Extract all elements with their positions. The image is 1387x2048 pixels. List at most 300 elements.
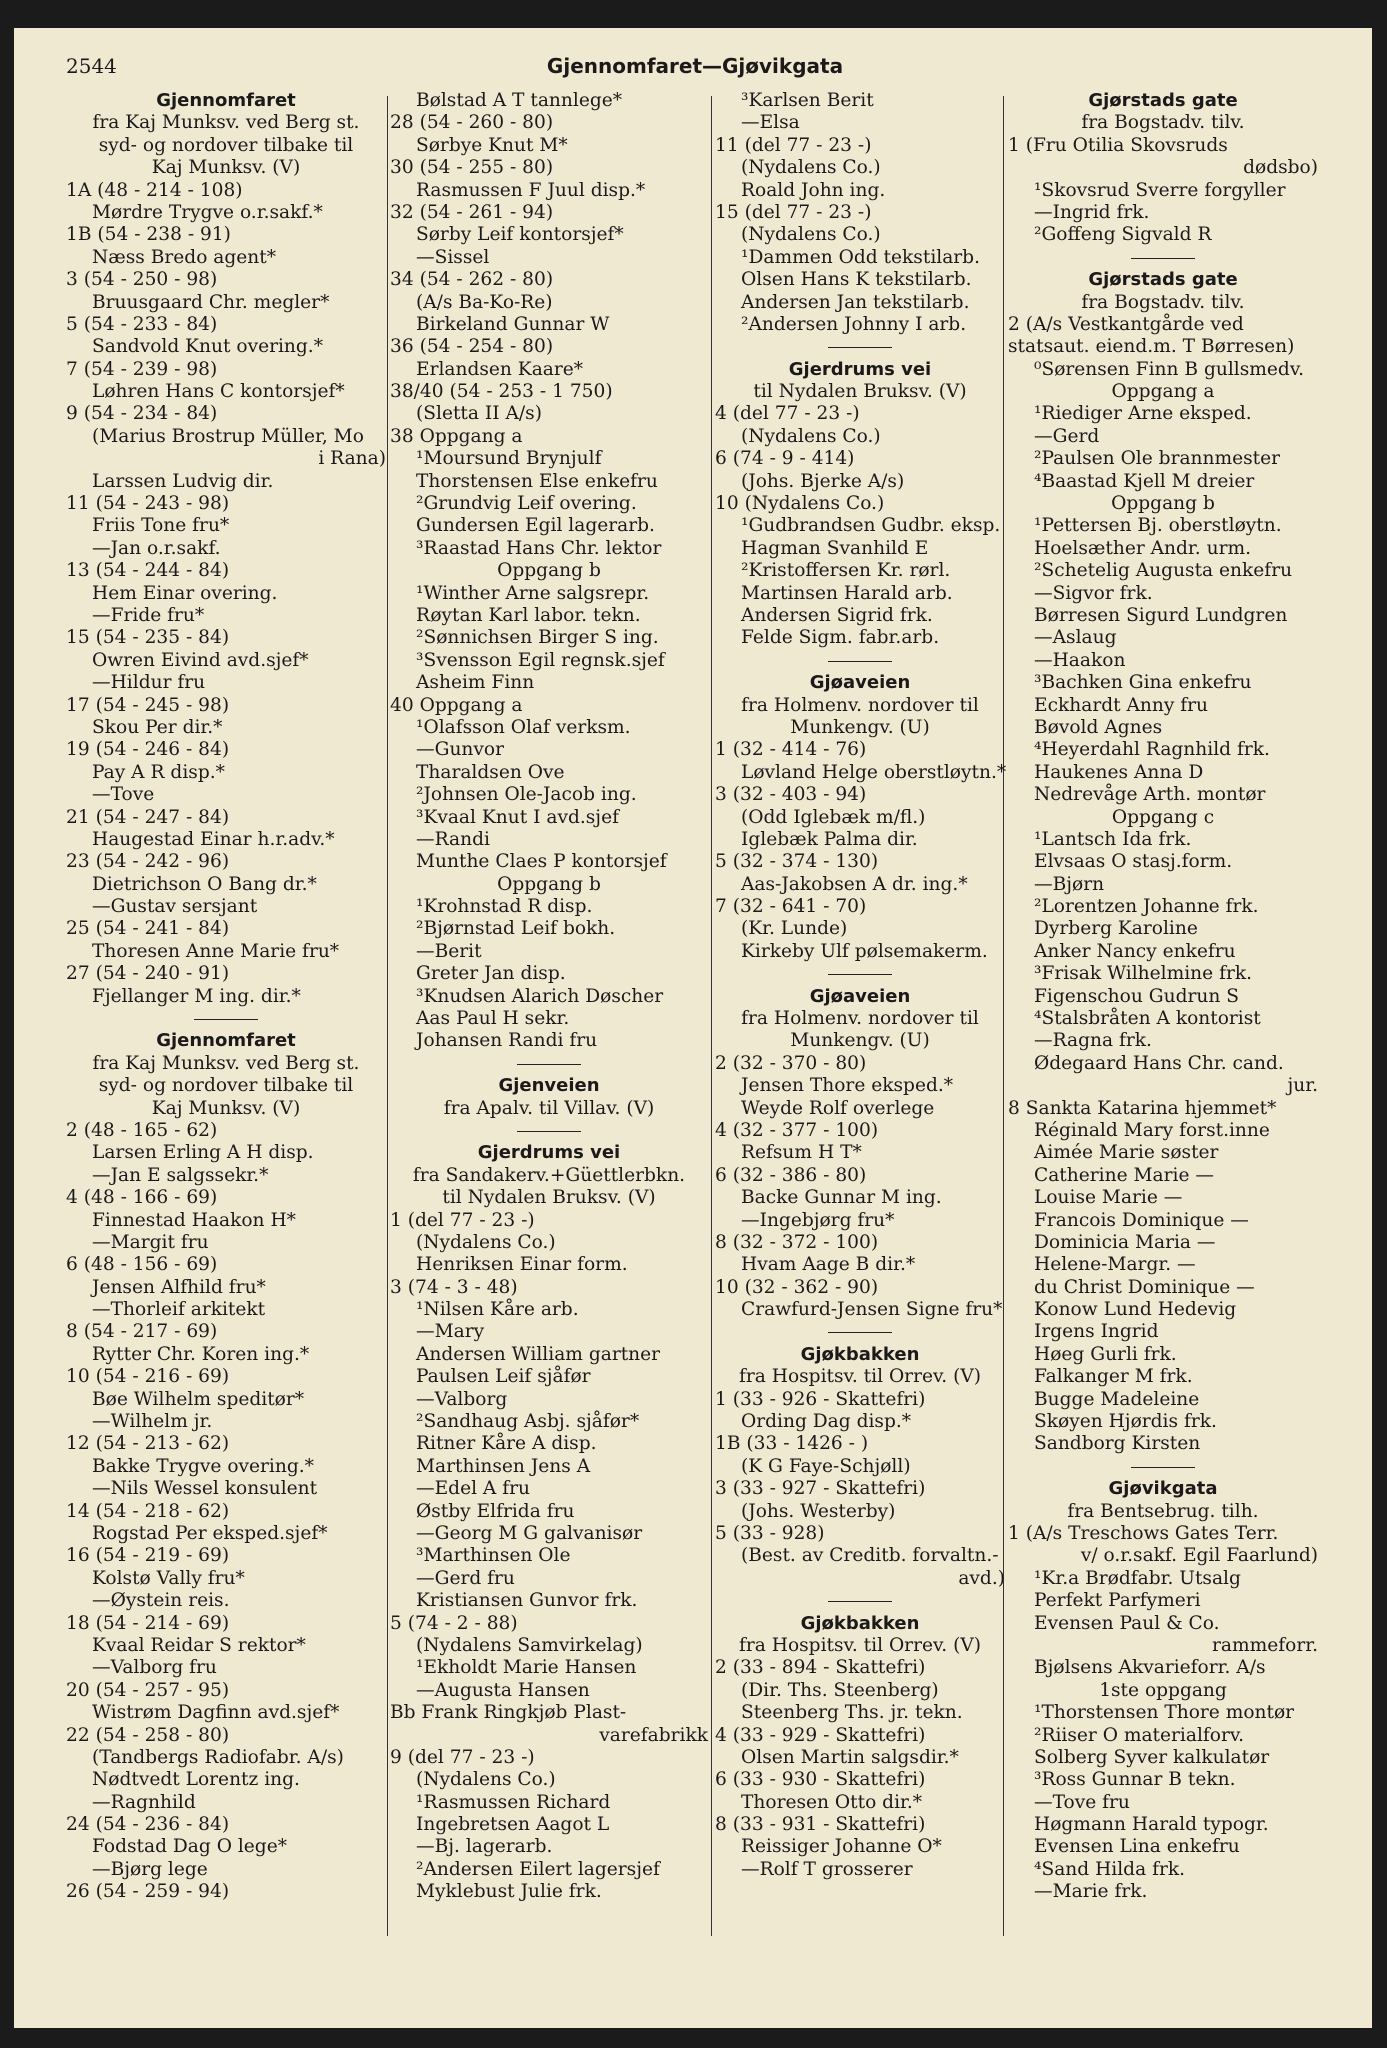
resident-entry: Réginald Mary forst.inne: [1034, 1119, 1270, 1141]
resident-entry: Thorstensen Else enkefru: [416, 470, 658, 492]
resident-entry: Erlandsen Kaare*: [416, 358, 584, 380]
address-entry: 28 (54 - 260 - 80): [390, 112, 554, 134]
resident-entry: —Jan o.r.sakf.: [92, 537, 221, 559]
resident-entry: Bøe Wilhelm speditør*: [92, 1388, 305, 1410]
address-entry: 19 (54 - 246 - 84): [66, 739, 230, 761]
resident-entry: —Jan E salgssekr.*: [92, 1164, 269, 1186]
resident-entry: Fjellanger M ing. dir.*: [92, 985, 301, 1007]
resident-entry: ²Schetelig Augusta enkefru: [1034, 560, 1293, 582]
resident-entry: Evensen Lina enkefru: [1034, 1836, 1240, 1858]
address-entry: 6 (33 - 930 - Skattefri): [715, 1769, 926, 1791]
address-entry: 21 (54 - 247 - 84): [66, 806, 230, 828]
address-entry: 18 (54 - 214 - 69): [66, 1612, 230, 1634]
resident-entry: (Nydalens Co.): [741, 157, 881, 179]
resident-entry: —Ingebjørg fru*: [741, 1209, 895, 1231]
address-entry: 8 (33 - 931 - Skattefri): [715, 1814, 926, 1836]
address-entry: 15 (54 - 235 - 84): [66, 627, 230, 649]
resident-entry: —Haakon: [1034, 649, 1126, 671]
street-description: Oppgang b: [497, 560, 601, 582]
resident-entry: Myklebust Julie frk.: [416, 1881, 602, 1903]
resident-entry: Rasmussen F Juul disp.*: [416, 179, 646, 201]
address-entry: 11 (del 77 - 23 -): [715, 134, 872, 156]
resident-entry: Birkeland Gunnar W: [416, 313, 610, 335]
address-entry: 9 (54 - 234 - 84): [66, 403, 218, 425]
resident-entry: —Sissel: [416, 246, 490, 268]
resident-entry: Dominicia Maria —: [1034, 1231, 1216, 1253]
resident-entry: ¹Dammen Odd tekstilarb.: [741, 246, 980, 268]
resident-entry: Solberg Syver kalkulatør: [1034, 1746, 1270, 1768]
address-entry: 38 Oppgang a: [390, 425, 523, 447]
address-entry: 6 (48 - 156 - 69): [66, 1254, 218, 1276]
resident-entry: —Thorleif arkitekt: [92, 1299, 266, 1321]
resident-entry: Skou Per dir.*: [92, 716, 223, 738]
resident-entry: Felde Sigm. fabr.arb.: [741, 627, 940, 649]
resident-entry: —Mary: [416, 1321, 485, 1343]
address-entry: 7 (54 - 239 - 98): [66, 358, 218, 380]
resident-entry: ²Grundvig Leif overing.: [416, 493, 637, 515]
street-description: 1ste oppgang: [1099, 1679, 1227, 1701]
resident-entry: Asheim Finn: [416, 672, 535, 694]
address-entry: statsaut. eiend.m. T Børresen): [1008, 336, 1295, 358]
resident-entry: ¹Pettersen Bj. oberstløytn.: [1034, 515, 1282, 537]
section-separator: [1008, 247, 1318, 269]
street-heading: Gjennomfaret: [156, 90, 296, 111]
section-separator: [715, 336, 1005, 358]
resident-entry: ¹Skovsrud Sverre forgyller: [1034, 179, 1286, 201]
resident-entry: —Augusta Hansen: [416, 1679, 590, 1701]
resident-entry: Skøyen Hjørdis frk.: [1034, 1411, 1217, 1433]
resident-entry: ⁴Stalsbråten A kontorist: [1034, 1008, 1261, 1030]
resident-entry: Roald John ing.: [741, 179, 886, 201]
address-entry: 30 (54 - 255 - 80): [390, 157, 554, 179]
address-entry: 20 (54 - 257 - 95): [66, 1679, 230, 1701]
resident-entry: —Ingrid frk.: [1034, 201, 1150, 223]
street-description: fra Bogstadv. tilv.: [1081, 291, 1245, 313]
resident-entry: ¹Gudbrandsen Gudbr. eksp.: [741, 515, 1001, 537]
resident-entry: —Fride fru*: [92, 604, 205, 626]
address-entry: 4 (32 - 377 - 100): [715, 1119, 879, 1141]
resident-entry: Jensen Alfhild fru*: [92, 1276, 266, 1298]
resident-entry: Weyde Rolf overlege: [741, 1097, 935, 1119]
resident-entry: —Tove fru: [1034, 1791, 1130, 1813]
address-entry: 10 (32 - 362 - 90): [715, 1276, 879, 1298]
resident-entry: Sørby Leif kontorsjef*: [416, 224, 624, 246]
resident-entry: —Edel A fru: [416, 1478, 531, 1500]
address-entry: Bb Frank Ringkjøb Plast-: [390, 1702, 627, 1724]
street-description: til Nydalen Bruksv. (V): [442, 1187, 656, 1209]
resident-entry: Ording Dag disp.*: [741, 1411, 912, 1433]
resident-entry: ¹Ekholdt Marie Hansen: [416, 1657, 637, 1679]
resident-entry: ²Lorentzen Johanne frk.: [1034, 896, 1259, 918]
resident-entry: Larsen Erling A H disp.: [92, 1142, 314, 1164]
resident-entry: —Aslaug: [1034, 627, 1117, 649]
resident-entry: Anker Nancy enkefru: [1034, 940, 1236, 962]
resident-entry: ³Knudsen Alarich Døscher: [416, 985, 664, 1007]
resident-entry: Francois Dominique —: [1034, 1209, 1249, 1231]
resident-entry: Nødtvedt Lorentz ing.: [92, 1769, 300, 1791]
resident-entry: ¹Moursund Brynjulf: [416, 448, 602, 470]
resident-entry: Aas-Jakobsen A dr. ing.*: [741, 873, 968, 895]
resident-entry: Hagman Svanhild E: [741, 537, 929, 559]
resident-entry: Paulsen Leif sjåfør: [416, 1366, 591, 1388]
resident-entry: ¹Olafsson Olaf verksm.: [416, 716, 631, 738]
column-divider: [711, 96, 712, 1936]
resident-entry: ³Bachken Gina enkefru: [1034, 672, 1252, 694]
resident-entry: —Tove: [92, 784, 155, 806]
section-separator: [390, 1053, 708, 1075]
resident-entry: ²Andersen Eilert lagersjef: [416, 1858, 660, 1880]
resident-entry: Sandborg Kirsten: [1034, 1433, 1201, 1455]
resident-entry: (Tandbergs Radiofabr. A/s): [92, 1746, 344, 1768]
address-entry: 38/40 (54 - 253 - 1 750): [390, 381, 613, 403]
street-description: fra Kaj Munksv. ved Berg st.: [92, 1052, 360, 1074]
entry-continuation: varefabrikk: [599, 1724, 708, 1746]
street-heading: Gjerdrums vei: [788, 358, 932, 380]
resident-entry: Gundersen Egil lagerarb.: [416, 515, 655, 537]
resident-entry: Wistrøm Dagfinn avd.sjef*: [92, 1702, 340, 1724]
resident-entry: Refsum H T*: [741, 1142, 862, 1164]
resident-entry: ²Riiser O materialforv.: [1034, 1724, 1245, 1746]
resident-entry: Rytter Chr. Koren ing.*: [92, 1343, 310, 1365]
address-entry: 8 (54 - 217 - 69): [66, 1321, 218, 1343]
address-entry: 8 (32 - 372 - 100): [715, 1231, 879, 1253]
address-entry: 12 (54 - 213 - 62): [66, 1433, 230, 1455]
resident-entry: (Nydalens Samvirkelag): [416, 1634, 643, 1656]
resident-entry: Finnestad Haakon H*: [92, 1209, 296, 1231]
resident-entry: ²Johnsen Ole-Jacob ing.: [416, 784, 637, 806]
address-entry: 3 (33 - 927 - Skattefri): [715, 1478, 926, 1500]
resident-entry: Sandvold Knut overing.*: [92, 336, 324, 358]
street-heading: Gjøaveien: [809, 672, 911, 694]
resident-entry: ²Sønnichsen Birger S ing.: [416, 627, 659, 649]
address-entry: 2 (33 - 894 - Skattefri): [715, 1657, 926, 1679]
section-separator: [66, 1008, 386, 1030]
address-entry: 1B (54 - 238 - 91): [66, 224, 231, 246]
resident-entry: Falkanger M frk.: [1034, 1366, 1193, 1388]
resident-entry: (Nydalens Co.): [416, 1769, 556, 1791]
resident-entry: Haugestad Einar h.r.adv.*: [92, 828, 335, 850]
resident-entry: Høgmann Harald typogr.: [1034, 1814, 1269, 1836]
resident-entry: ¹Nilsen Kåre arb.: [416, 1299, 579, 1321]
resident-entry: Iglebæk Palma dir.: [741, 828, 918, 850]
street-description: Oppgang b: [497, 873, 601, 895]
resident-entry: Dyrberg Karoline: [1034, 918, 1198, 940]
resident-entry: —Gerd fru: [416, 1567, 515, 1589]
resident-entry: Ødegaard Hans Chr. cand.: [1034, 1052, 1284, 1074]
street-description: fra Holmenv. nordover til: [741, 1008, 979, 1030]
street-description: fra Hospitsv. til Orrev. (V): [738, 1634, 982, 1656]
resident-entry: Eckhardt Anny fru: [1034, 694, 1209, 716]
address-entry: 36 (54 - 254 - 80): [390, 336, 554, 358]
resident-entry: Mørdre Trygve o.r.sakf.*: [92, 201, 323, 223]
address-entry: 1 (33 - 926 - Skattefri): [715, 1388, 926, 1410]
resident-entry: Irgens Ingrid: [1034, 1321, 1159, 1343]
resident-entry: Figenschou Gudrun S: [1034, 985, 1239, 1007]
resident-entry: ¹Rasmussen Richard: [416, 1791, 611, 1813]
street-description: til Nydalen Bruksv. (V): [753, 381, 967, 403]
resident-entry: (Nydalens Co.): [416, 1231, 556, 1253]
resident-entry: ³Svensson Egil regnsk.sjef: [416, 649, 665, 671]
resident-entry: —Bjørg lege: [92, 1858, 208, 1880]
address-entry: 9 (del 77 - 23 -): [390, 1746, 535, 1768]
resident-entry: —Nils Wessel konsulent: [92, 1478, 318, 1500]
resident-entry: Andersen Jan tekstilarb.: [741, 291, 970, 313]
resident-entry: Helene-Margr. —: [1034, 1254, 1196, 1276]
resident-entry: ³Raastad Hans Chr. lektor: [416, 537, 662, 559]
resident-entry: Elvsaas O stasj.form.: [1034, 851, 1233, 873]
resident-entry: (Best. av Creditb. forvaltn.-: [741, 1545, 999, 1567]
page-number: 2544: [66, 54, 117, 78]
address-entry: 2 (48 - 165 - 62): [66, 1119, 218, 1141]
resident-entry: Aas Paul H sekr.: [416, 1008, 570, 1030]
street-heading: Gjenveien: [498, 1075, 600, 1097]
resident-entry: Børresen Sigurd Lundgren: [1034, 604, 1288, 626]
column-divider: [387, 96, 388, 1936]
section-separator: [715, 650, 1005, 672]
street-description: Oppgang a: [1111, 381, 1215, 403]
street-heading: Gjøkbakken: [800, 1343, 920, 1365]
resident-entry: Løhren Hans C kontorsjef*: [92, 381, 345, 403]
street-description: fra Bogstadv. tilv.: [1081, 112, 1245, 134]
resident-entry: Kvaal Reidar S rektor*: [92, 1634, 306, 1656]
street-description: syd- og nordover tilbake til: [98, 1075, 354, 1097]
resident-entry: Østby Elfrida fru: [416, 1500, 575, 1522]
street-heading: Gjørstads gate: [1088, 269, 1238, 291]
address-entry: 10 (54 - 216 - 69): [66, 1366, 230, 1388]
resident-entry: Friis Tone fru*: [92, 515, 230, 537]
street-description: Kaj Munksv. (V): [151, 157, 301, 179]
resident-entry: —Sigvor frk.: [1034, 582, 1153, 604]
resident-entry: Thoresen Anne Marie fru*: [92, 940, 340, 962]
address-entry: 25 (54 - 241 - 84): [66, 918, 230, 940]
resident-entry: —Elsa: [741, 112, 800, 134]
address-entry: 26 (54 - 259 - 94): [66, 1881, 230, 1903]
resident-entry: Bakke Trygve overing.*: [92, 1455, 314, 1477]
directory-column-2: [390, 90, 708, 1904]
directory-column-1: [66, 90, 386, 1904]
address-entry: 5 (32 - 374 - 130): [715, 851, 879, 873]
resident-entry: ⁴Sand Hilda frk.: [1034, 1858, 1186, 1880]
page-title: Gjennomfaret—Gjøvikgata: [546, 54, 844, 78]
resident-entry: —Øystein reis.: [92, 1590, 230, 1612]
address-entry: 1 (Fru Otilia Skovsruds: [1008, 134, 1228, 156]
resident-entry: Tharaldsen Ove: [416, 761, 565, 783]
address-entry: 3 (74 - 3 - 48): [390, 1276, 518, 1298]
resident-entry: (Johs. Westerby): [741, 1500, 896, 1522]
entry-continuation: i Rana): [318, 448, 386, 470]
resident-entry: ²Goffeng Sigvald R: [1034, 224, 1212, 246]
resident-entry: ³Kvaal Knut I avd.sjef: [416, 806, 619, 828]
resident-entry: Backe Gunnar M ing.: [741, 1187, 942, 1209]
address-entry: 22 (54 - 258 - 80): [66, 1724, 230, 1746]
resident-entry: Aimée Marie søster: [1034, 1142, 1219, 1164]
resident-entry: Dietrichson O Bang dr.*: [92, 873, 317, 895]
resident-entry: (Odd Iglebæk m/fl.): [741, 806, 926, 828]
street-description: Oppgang b: [1111, 493, 1215, 515]
street-description: Munkengv. (U): [790, 716, 930, 738]
street-heading: Gjennomfaret: [156, 1030, 296, 1052]
address-entry: 3 (32 - 403 - 94): [715, 784, 867, 806]
resident-entry: Bugge Madeleine: [1034, 1388, 1200, 1410]
address-entry: 5 (33 - 928): [715, 1523, 825, 1544]
address-entry: 11 (54 - 243 - 98): [66, 493, 230, 515]
resident-entry: ⁴Heyerdahl Ragnhild frk.: [1034, 739, 1270, 761]
resident-entry: Reissiger Johanne O*: [741, 1836, 942, 1858]
address-entry: 17 (54 - 245 - 98): [66, 694, 230, 716]
address-entry: 1 (del 77 - 23 -): [390, 1209, 535, 1231]
resident-entry: —Hildur fru: [92, 672, 206, 694]
resident-entry: —Wilhelm jr.: [92, 1411, 213, 1433]
street-description: Kaj Munksv. (V): [151, 1097, 301, 1119]
resident-entry: —Valborg fru: [92, 1657, 217, 1679]
resident-entry: Evensen Paul & Co.: [1034, 1612, 1220, 1634]
entry-continuation: dødsbo): [1243, 157, 1318, 179]
address-entry: 10 (Nydalens Co.): [715, 493, 885, 515]
resident-entry: Greter Jan disp.: [416, 963, 566, 985]
resident-entry: ¹Lantsch Ida frk.: [1034, 828, 1192, 850]
resident-entry: —Marie frk.: [1034, 1881, 1148, 1903]
entry-continuation: avd.): [958, 1567, 1005, 1589]
resident-entry: Thoresen Otto dir.*: [741, 1791, 923, 1813]
resident-entry: Louise Marie —: [1034, 1187, 1183, 1209]
resident-entry: (Johs. Bjerke A/s): [741, 470, 905, 492]
resident-entry: Hoelsæther Andr. urm.: [1034, 537, 1252, 559]
resident-entry: (Kr. Lunde): [741, 918, 848, 940]
address-entry: 40 Oppgang a: [390, 694, 523, 716]
section-separator: [715, 963, 1005, 985]
resident-entry: Hem Einar overing.: [92, 582, 278, 604]
street-heading: Gjøkbakken: [800, 1612, 920, 1634]
resident-entry: ¹Winther Arne salgsrepr.: [416, 582, 650, 604]
resident-entry: Munthe Claes P kontorsjef: [416, 851, 667, 873]
address-entry: 15 (del 77 - 23 -): [715, 201, 872, 223]
resident-entry: Fodstad Dag O lege*: [92, 1836, 288, 1858]
resident-entry: —Gustav sersjant: [92, 896, 258, 918]
address-entry: 2 (A/s Vestkantgårde ved: [1008, 313, 1244, 335]
resident-entry: Hvam Aage B dir.*: [741, 1254, 916, 1276]
directory-column-3: [715, 90, 1005, 1881]
resident-entry: —Gerd: [1034, 425, 1100, 447]
resident-entry: —Georg M G galvanisør: [416, 1523, 643, 1544]
resident-entry: Jensen Thore eksped.*: [741, 1075, 954, 1097]
address-entry: 4 (del 77 - 23 -): [715, 403, 860, 425]
address-entry: 14 (54 - 218 - 62): [66, 1500, 230, 1522]
resident-entry: Rogstad Per eksped.sjef*: [92, 1523, 328, 1544]
address-entry: 24 (54 - 236 - 84): [66, 1814, 230, 1836]
resident-entry: —Gunvor: [416, 739, 504, 761]
resident-entry: —Ragna frk.: [1034, 1030, 1152, 1052]
address-entry: 3 (54 - 250 - 98): [66, 269, 218, 291]
section-separator: [715, 1321, 1005, 1343]
resident-entry: Høeg Gurli frk.: [1034, 1343, 1177, 1365]
street-heading: Gjørstads gate: [1088, 90, 1238, 111]
address-entry: 5 (54 - 233 - 84): [66, 313, 218, 335]
resident-entry: Owren Eivind avd.sjef*: [92, 649, 309, 671]
resident-entry: Kristiansen Gunvor frk.: [416, 1590, 638, 1612]
resident-entry: Olsen Martin salgsdir.*: [741, 1746, 959, 1768]
resident-entry: Bjølsens Akvarieforr. A/s: [1034, 1657, 1266, 1679]
street-description: syd- og nordover tilbake til: [98, 134, 354, 156]
resident-entry: —Ragnhild: [92, 1791, 196, 1813]
resident-entry: (Nydalens Co.): [741, 224, 881, 246]
entry-continuation: rammeforr.: [1212, 1634, 1318, 1656]
address-entry: 6 (32 - 386 - 80): [715, 1164, 867, 1186]
resident-entry: Sørbye Knut M*: [416, 134, 568, 156]
resident-entry: Crawfurd-Jensen Signe fru*: [741, 1299, 1003, 1321]
resident-entry: Løvland Helge oberstløytn.*: [741, 761, 1007, 783]
resident-entry: —Bjørn: [1034, 873, 1105, 895]
address-entry: 1B (33 - 1426 - ): [715, 1433, 869, 1455]
resident-entry: ⁴Baastad Kjell M dreier: [1034, 470, 1255, 492]
address-entry: 13 (54 - 244 - 84): [66, 560, 230, 582]
resident-entry: Olsen Hans K tekstilarb.: [741, 269, 972, 291]
address-entry: 2 (32 - 370 - 80): [715, 1052, 867, 1074]
resident-entry: Næss Bredo agent*: [92, 246, 277, 268]
street-description: fra Sandakerv.+Güettlerbkn.: [412, 1164, 686, 1186]
resident-entry: ¹Kr.a Brødfabr. Utsalg: [1034, 1567, 1241, 1589]
street-description: fra Bentsebrug. tilh.: [1067, 1500, 1259, 1522]
resident-entry: ³Marthinsen Ole: [416, 1545, 571, 1567]
resident-entry: (A/s Ba-Ko-Re): [416, 291, 553, 313]
resident-entry: —Randi: [416, 828, 490, 850]
resident-entry: (Marius Brostrup Müller, Mo: [92, 425, 364, 447]
resident-entry: Ingebretsen Aagot L: [416, 1814, 610, 1836]
street-description: fra Apalv. til Villav. (V): [443, 1097, 655, 1119]
address-entry: 6 (74 - 9 - 414): [715, 448, 855, 470]
resident-entry: —Margit fru: [92, 1231, 209, 1253]
resident-entry: Catherine Marie —: [1034, 1164, 1214, 1186]
resident-entry: Haukenes Anna D: [1034, 761, 1204, 783]
resident-entry: ³Frisak Wilhelmine frk.: [1034, 963, 1253, 985]
resident-entry: ²Sandhaug Asbj. sjåfør*: [416, 1411, 640, 1433]
resident-entry: ²Kristoffersen Kr. rørl.: [741, 560, 951, 582]
resident-entry: ²Andersen Johnny I arb.: [741, 313, 967, 335]
resident-entry: Bruusgaard Chr. megler*: [92, 291, 330, 313]
address-entry: 27 (54 - 240 - 91): [66, 963, 230, 985]
address-entry: 23 (54 - 242 - 96): [66, 851, 230, 873]
street-description: fra Holmenv. nordover til: [741, 694, 979, 716]
address-entry: 4 (48 - 166 - 69): [66, 1187, 218, 1209]
resident-entry: ¹Krohnstad R disp.: [416, 896, 593, 918]
street-heading: Gjerdrums vei: [477, 1142, 621, 1164]
street-description: fra Hospitsv. til Orrev. (V): [738, 1366, 982, 1388]
resident-entry: Marthinsen Jens A: [416, 1455, 591, 1477]
resident-entry: Martinsen Harald arb.: [741, 582, 953, 604]
resident-entry: (Sletta II A/s): [416, 403, 542, 425]
address-entry: 1 (32 - 414 - 76): [715, 739, 867, 761]
resident-entry: du Christ Dominique —: [1034, 1276, 1255, 1298]
section-separator: [1008, 1456, 1318, 1478]
street-description: Oppgang c: [1111, 806, 1215, 828]
street-description: fra Kaj Munksv. ved Berg st.: [92, 112, 360, 134]
entry-continuation: jur.: [1287, 1075, 1318, 1097]
address-entry: 7 (32 - 641 - 70): [715, 896, 867, 918]
directory-column-4: [1008, 90, 1318, 1904]
resident-entry: (K G Faye-Schjøll): [741, 1455, 911, 1477]
resident-entry: Røytan Karl labor. tekn.: [416, 604, 641, 626]
resident-entry: Perfekt Parfymeri: [1034, 1590, 1201, 1612]
address-entry: 32 (54 - 261 - 94): [390, 201, 554, 223]
address-entry: 4 (33 - 929 - Skattefri): [715, 1724, 926, 1746]
address-entry: 16 (54 - 219 - 69): [66, 1545, 230, 1567]
resident-entry: —Valborg: [416, 1388, 508, 1410]
resident-entry: ¹Riediger Arne eksped.: [1034, 403, 1252, 425]
resident-entry: Larssen Ludvig dir.: [92, 470, 274, 492]
resident-entry: Steenberg Ths. jr. tekn.: [741, 1702, 963, 1724]
resident-entry: —Bj. lagerarb.: [416, 1836, 553, 1858]
address-entry: 8 Sankta Katarina hjemmet*: [1008, 1097, 1277, 1119]
section-separator: [715, 1590, 1005, 1612]
